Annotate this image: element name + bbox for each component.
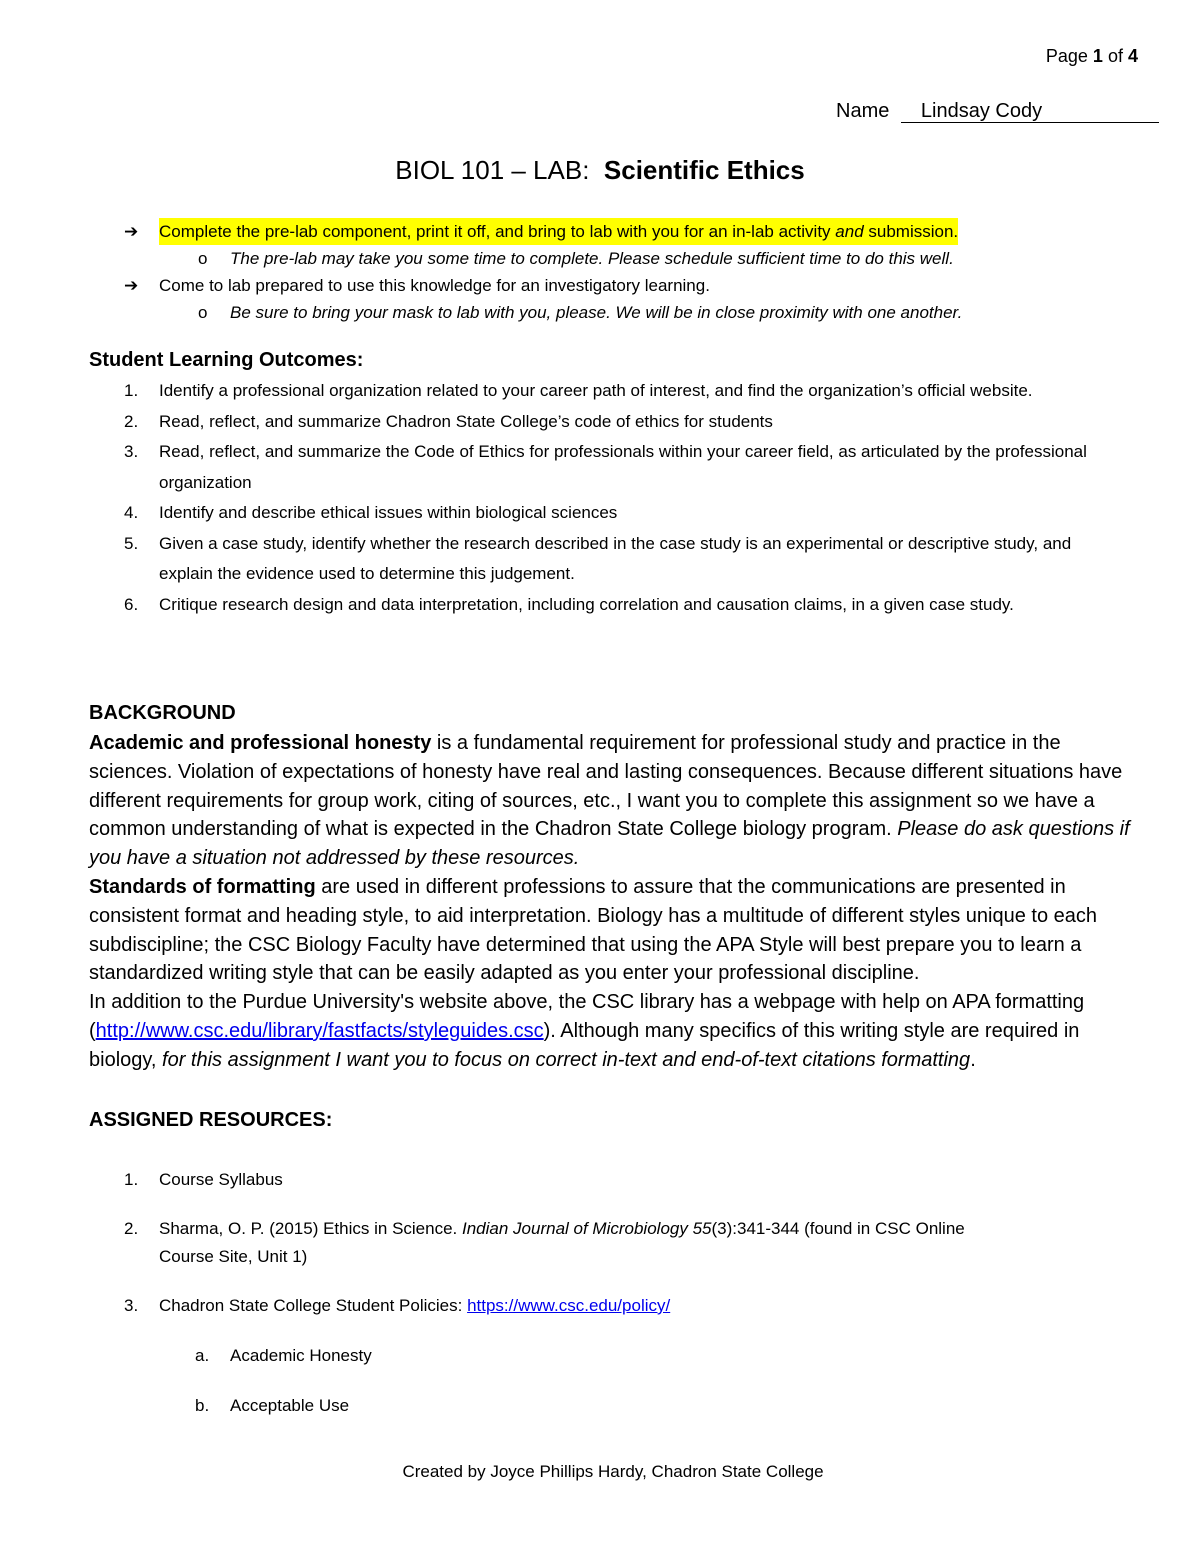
library-focus-note: for this assignment I want you to focus on correct in-text and end-of-text citations formatting [162,1048,971,1071]
honesty-note: Please do ask questions if you have a situation not addressed by these resources. [89,818,1130,870]
arrow-right-icon: ➔ [124,276,139,295]
subitem-letter: b. [195,1396,210,1415]
arrow-right-icon: ➔ [124,222,139,241]
instruction-text-a: Complete the pre-lab component, print it off, and bring to lab with you for an in-lab activity [159,222,836,241]
background-paragraph [89,988,1149,1074]
sub-bullet-marker: o [198,303,208,322]
outcome-text: Critique research design and data interpretation, including correlation and causation claims, in a given case study. [159,594,1014,614]
outcome-number: 2. [124,411,139,431]
page-title [0,155,1200,186]
instruction-sub-text: The pre-lab may take you some time to complete. Please schedule sufficient time to do this well. [230,249,954,268]
formatting-text: are used in different professions to assure that the communications are presented in consistent format and heading style, to aid interpretation. Biology has a multitude of different styles unique to each subdiscipline; the CSC Biology Faculty have determined that using the APA Style will best prepare you to learn a standardized writing style that can be easily adapted as you enter your professional discipline. [89,875,1098,985]
outcome-number: 3. [124,442,139,461]
background-paragraph [89,873,1149,988]
subitem-text: Acceptable Use [230,1396,350,1415]
outcome-number: 5. [124,533,139,553]
citation-text-b: (3):341-344 (found in CSC Online [711,1219,965,1238]
outcome-number: 4. [124,503,139,522]
resource-text-line2: Course Site, Unit 1) [159,1247,308,1266]
policy-link[interactable]: https://www.csc.edu/policy/ [467,1296,671,1315]
background-paragraph [89,729,1149,873]
outcome-item [124,498,1124,529]
policies-label: Chadron State College Student Policies: [159,1296,468,1315]
instruction-text-b: submission. [863,222,959,241]
library-text-a: In addition to the Purdue University's website above, the CSC library has a webpage with help on APA formatting ( [89,991,1085,1042]
resource-text [159,1292,670,1320]
instruction-text-em: and [835,222,864,241]
background-body [89,729,1149,1075]
name-value: Lindsay Cody [901,100,1159,123]
title-strong: Scientific Ethics [603,155,805,185]
subitem-letter: a. [195,1346,210,1365]
outcome-text: Identify a professional organization related to your career path of interest, and find the organization’s official website. [159,381,1033,400]
resource-number: 2. [124,1219,139,1238]
instruction-subitem [124,299,1114,326]
outcome-text: Given a case study, identify whether the research described in the case study is an experimental or descriptive study, and explain the evidence used to determine this judgement. [159,533,1072,583]
outcome-item [124,376,1124,407]
outcome-number: 1. [124,381,139,400]
outcome-text: Read, reflect, and summarize Chadron State College’s code of ethics for students [159,411,773,431]
page-label: Page [1045,46,1088,66]
page-current: 1 [1092,46,1103,66]
page-of-label: of [1107,46,1123,66]
instruction-sub-text: Be sure to bring your mask to lab with you, please. We will be in close proximity with one another. [230,303,963,322]
outcomes-heading: Student Learning Outcomes: [89,349,364,371]
citation-text-a: Sharma, O. P. (2015) Ethics in Science. [159,1219,462,1238]
sub-bullet-marker: o [198,249,208,268]
title-prefix: BIOL 101 – LAB: [395,155,590,185]
resource-number: 1. [124,1170,139,1189]
outcomes-list [124,376,1124,620]
background-heading: BACKGROUND [89,702,236,724]
instruction-text-highlighted [159,218,958,245]
journal-name: Indian Journal of Microbiology 55 [462,1219,712,1238]
library-text-end: . [970,1048,976,1071]
resource-text [159,1215,965,1243]
resources-heading: ASSIGNED RESOURCES: [89,1109,333,1131]
instruction-item [124,218,1114,245]
outcome-item [124,590,1124,621]
page-total: 4 [1127,46,1138,66]
outcome-text: Identify and describe ethical issues within biological sciences [159,503,618,522]
formatting-term: Standards of formatting [89,875,316,898]
honesty-term: Academic and professional honesty [89,732,432,754]
instruction-item [124,272,1114,299]
outcome-item [124,437,1124,498]
styleguides-link[interactable]: http://www.csc.edu/library/fastfacts/styleguides.csc [95,1019,544,1042]
library-text-b: ). Although many specifics of this writing style are required in biology, [89,1019,1080,1071]
subitem-text: Academic Honesty [230,1346,372,1365]
outcome-item [124,529,1124,590]
page-footer: Created by Joyce Phillips Hardy, Chadron State College [402,1462,824,1481]
outcome-item [124,407,1124,438]
student-name-line [836,100,1159,123]
resource-number: 3. [124,1296,139,1315]
outcome-text: Read, reflect, and summarize the Code of Ethics for professionals within your career field, as articulated by the professional organization [159,442,1087,492]
resource-text: Course Syllabus [159,1170,283,1189]
instruction-text: Come to lab prepared to use this knowledge for an investigatory learning. [159,276,710,295]
instruction-list [124,218,1114,326]
name-label: Name [836,100,890,122]
outcome-number: 6. [124,594,139,614]
page-number [1046,46,1138,67]
honesty-text: is a fundamental requirement for professional study and practice in the sciences. Violation of expectations of honesty have real and lasting consequences. Because different situations have different requirements for group work, citing of sources, etc., I want you to complete this assignment so we have a common understanding of what is expected in the Chadron State College biology program. [89,732,1123,841]
instruction-subitem [124,245,1114,272]
